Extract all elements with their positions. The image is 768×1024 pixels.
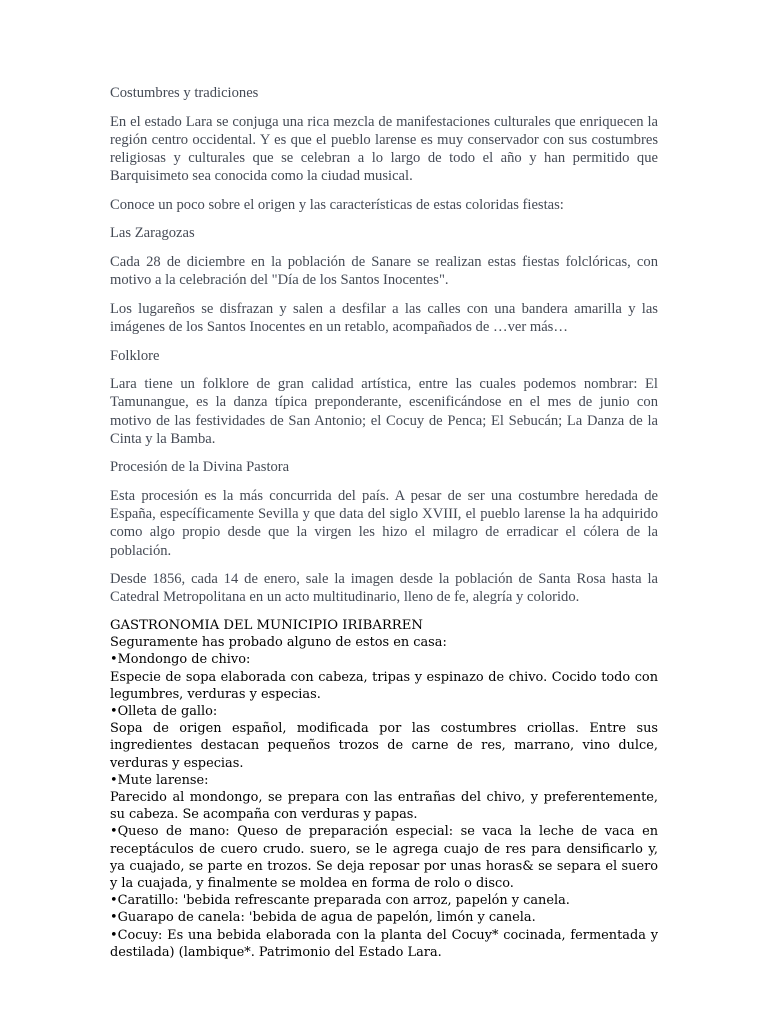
subtitle-folklore: Folklore bbox=[110, 347, 160, 364]
item-caratillo: •Caratillo: 'bebida refrescante preparada con arroz, papelón y canela. bbox=[110, 893, 570, 909]
subtitle-zaragozas: Las Zaragozas bbox=[110, 225, 195, 242]
gastronomy-section bbox=[110, 617, 658, 961]
intro-paragraph: En el estado Lara se conjuga una rica mezcla de manifestaciones culturales que enriquecen la región centro occidental. Y es que el pueblo larense es muy conservador con sus costumbres religiosas y culturales que se celebran a lo largo de todo el año y han permitido que Barquisimeto sea conocida como la ciudad musical. bbox=[110, 113, 658, 185]
traditions-section bbox=[110, 84, 658, 607]
item-title-mute: •Mute larense: bbox=[110, 772, 209, 788]
item-desc-olleta: Sopa de origen español, modificada por las costumbres criollas. Entre sus ingredientes destacan pequeños trozos de carne de res, marrano, vino dulce, verduras y especias. bbox=[110, 721, 658, 771]
item-desc-mute: Parecido al mondongo, se prepara con las entrañas del chivo, y preferentemente, su cabeza. Se acompaña con verduras y papas. bbox=[110, 790, 658, 823]
procesion-paragraph-2: Desde 1856, cada 14 de enero, sale la imagen desde la población de Santa Rosa hasta la Catedral Metropolitana en un acto multitudinario, lleno de fe, alegría y colorido. bbox=[110, 571, 658, 606]
section-title-costumbres: Costumbres y tradiciones bbox=[110, 85, 259, 101]
zaragozas-paragraph-2: Los lugareños se disfrazan y salen a desfilar a las calles con una bandera amarilla y las imágenes de los Santos Inocentes en un retablo, acompañados de …ver más… bbox=[110, 300, 658, 335]
gastronomy-lead: Seguramente has probado alguno de estos en casa: bbox=[110, 635, 447, 651]
item-guarapo: •Guarapo de canela: 'bebida de agua de papelón, limón y canela. bbox=[110, 910, 536, 926]
lead-paragraph: Conoce un poco sobre el origen y las características de estas coloridas fiestas: bbox=[110, 196, 564, 213]
item-title-mondongo: •Mondongo de chivo: bbox=[110, 652, 251, 668]
folklore-paragraph: Lara tiene un folklore de gran calidad artística, entre las cuales podemos nombrar: El Tamunangue, es la danza típica preponderante, escenificándose en el mes de junio con motivo de las festividades de San Antonio; el Cocuy de Penca; El Sebucán; La Danza de la Cinta y la Bamba. bbox=[110, 376, 658, 447]
procesion-paragraph-1: Esta procesión es la más concurrida del país. A pesar de ser una costumbre heredada de España, específicamente Sevilla y que data del siglo XVIII, el pueblo larense la ha adquirido como algo propio desde que la virgen les hizo el milagro de erradicar el cólera de la población. bbox=[110, 487, 658, 559]
item-queso-de-mano: •Queso de mano: Queso de preparación especial: se vaca la leche de vaca en receptáculos de cuero crudo. suero, se le agrega cuajo de res para densificarlo y, ya cuajado, se parte en trozos. Se deja reposar por unas horas& se separa el suero y la cuajada, y finalmente se moldea en forma de rolo o disco. bbox=[110, 824, 658, 892]
section-title-gastronomia: GASTRONOMIA DEL MUNICIPIO IRIBARREN bbox=[110, 617, 423, 633]
subtitle-procesion: Procesión de la Divina Pastora bbox=[110, 459, 290, 476]
item-title-olleta: •Olleta de gallo: bbox=[110, 703, 218, 719]
item-cocuy: •Cocuy: Es una bebida elaborada con la planta del Cocuy* cocinada, fermentada y destilada) (lambique*. Patrimonio del Estado Lara. bbox=[110, 927, 658, 960]
item-desc-mondongo: Especie de sopa elaborada con cabeza, tripas y espinazo de chivo. Cocido todo con legumbres, verduras y especias. bbox=[110, 669, 658, 702]
document-page bbox=[110, 84, 658, 961]
zaragozas-paragraph-1: Cada 28 de diciembre en la población de Sanare se realizan estas fiestas folclóricas, con motivo a la celebración del "Día de los Santos Inocentes". bbox=[110, 253, 658, 289]
